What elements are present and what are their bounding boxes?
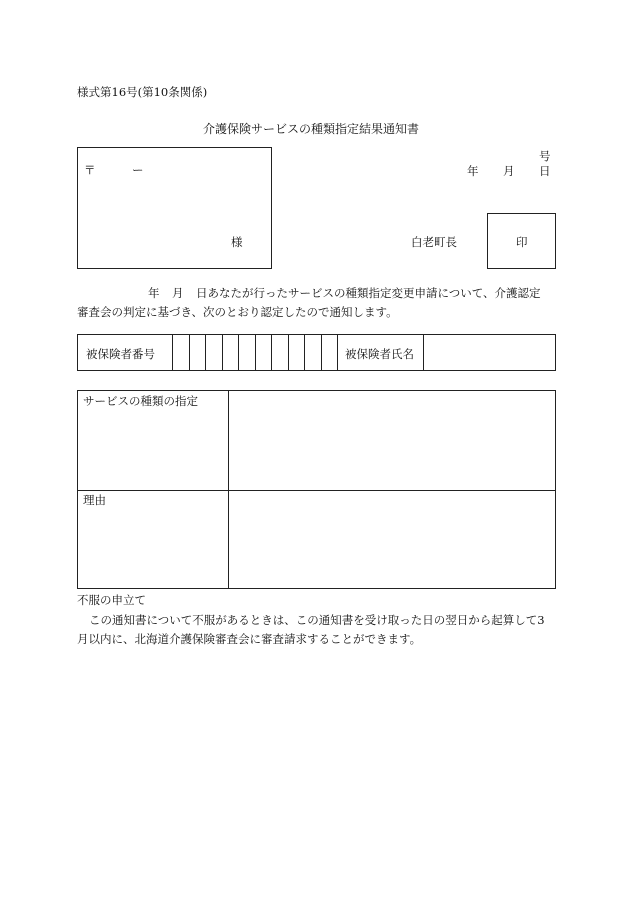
- address-box: [77, 147, 272, 269]
- notice-month: 月: [172, 286, 184, 300]
- digit-cell-divider: [238, 335, 239, 370]
- service-type-label: サービスの種類の指定: [83, 394, 198, 408]
- row-divider: [78, 490, 555, 491]
- honorific-sama: 様: [231, 235, 243, 249]
- cell-divider: [337, 335, 338, 370]
- seal-box: [487, 213, 556, 269]
- cell-divider: [172, 335, 173, 370]
- digit-cell-divider: [189, 335, 190, 370]
- postal-mark: 〒: [84, 163, 96, 177]
- form-number: 様式第16号(第10条関係): [77, 85, 208, 99]
- digit-cell-divider: [321, 335, 322, 370]
- digit-cell-divider: [304, 335, 305, 370]
- result-table: [77, 390, 556, 589]
- postal-dash: ー: [132, 163, 144, 177]
- notice-line-2: 審査会の判定に基づき、次のとおり認定したので通知します。: [77, 305, 398, 319]
- appeal-line-1: この通知書について不服があるときは、この通知書を受け取った日の翌日から起算して3: [89, 613, 545, 627]
- document-number-label: 号: [539, 149, 551, 163]
- digit-cell-divider: [205, 335, 206, 370]
- date-year: 年: [467, 164, 479, 178]
- cell-divider: [423, 335, 424, 370]
- insured-number-label: 被保険者番号: [86, 347, 155, 361]
- reason-label: 理由: [83, 493, 106, 507]
- appeal-heading: 不服の申立て: [77, 593, 146, 607]
- digit-cell-divider: [222, 335, 223, 370]
- document-title: 介護保険サービスの種類指定結果通知書: [203, 122, 420, 136]
- date-month: 月: [503, 164, 515, 178]
- issuer-name: 白老町長: [411, 235, 457, 249]
- date-day: 日: [539, 164, 551, 178]
- notice-line-1: 日あなたが行ったサービスの種類指定変更申請について、介護認定: [196, 286, 541, 300]
- digit-cell-divider: [271, 335, 272, 370]
- appeal-line-2: 月以内に、北海道介護保険審査会に審査請求することができます。: [77, 632, 422, 646]
- insured-name-label: 被保険者氏名: [345, 347, 414, 361]
- seal-mark: 印: [516, 235, 528, 249]
- notice-year: 年: [148, 286, 160, 300]
- insured-info-row: [77, 334, 556, 371]
- digit-cell-divider: [255, 335, 256, 370]
- digit-cell-divider: [288, 335, 289, 370]
